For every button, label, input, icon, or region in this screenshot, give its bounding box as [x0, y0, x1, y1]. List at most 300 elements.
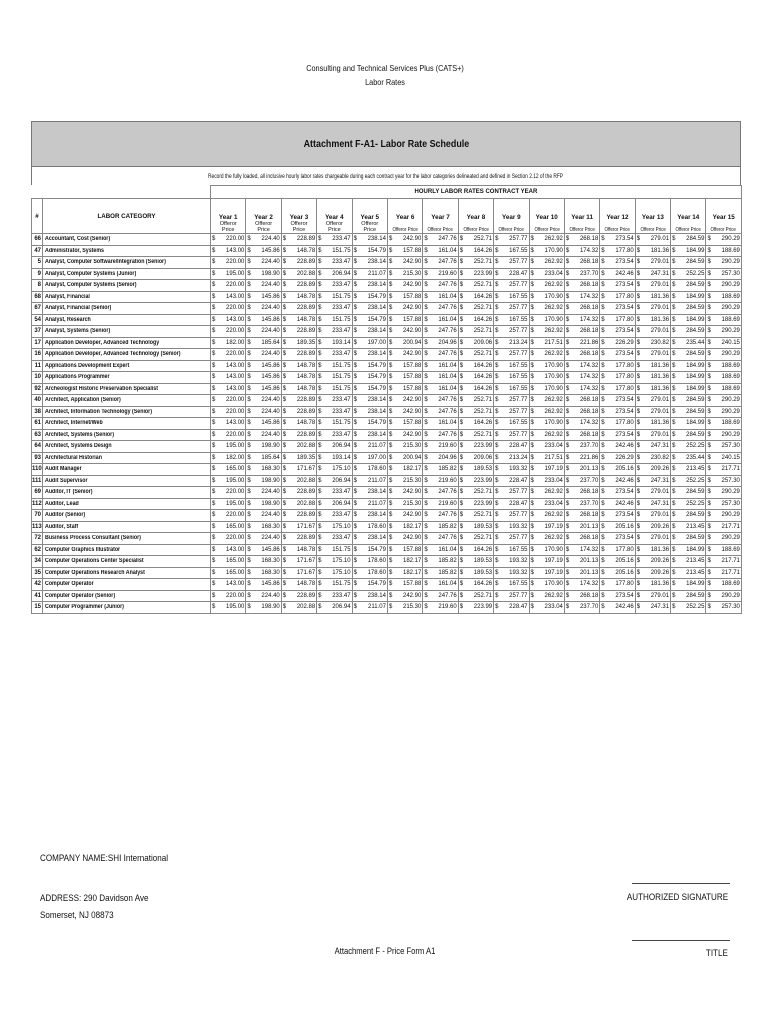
rate-value: 237.70 [579, 477, 599, 484]
rate-value: 224.40 [261, 351, 280, 357]
rate-cell [317, 280, 352, 292]
currency-symbol: $ [530, 420, 534, 426]
currency-symbol: $ [495, 581, 499, 587]
offeror-price-label: Offeror Price [640, 227, 666, 233]
rate-cell [352, 464, 387, 476]
rate-cell [600, 326, 635, 338]
currency-symbol: $ [353, 477, 357, 484]
rate-value: 237.70 [579, 270, 599, 277]
row-number: 5 [32, 257, 43, 269]
rate-cell [246, 418, 281, 430]
rate-cell [211, 349, 246, 361]
rate-value: 247.76 [438, 259, 457, 265]
rate-cell [423, 464, 458, 476]
rate-cell [564, 268, 599, 280]
rate-cell [352, 429, 387, 441]
currency-symbol: $ [707, 558, 711, 564]
rate-value: 151.75 [332, 581, 351, 587]
rate-value: 268.18 [579, 397, 599, 403]
rate-value: 290.29 [721, 592, 740, 599]
currency-symbol: $ [318, 604, 322, 610]
rate-cell [458, 441, 493, 453]
rate-cell [387, 602, 422, 614]
rate-value: 205.16 [615, 569, 634, 576]
rate-value: 224.40 [261, 282, 280, 288]
currency-symbol: $ [601, 569, 605, 576]
currency-symbol: $ [672, 328, 676, 334]
currency-symbol: $ [565, 569, 570, 576]
rate-value: 213.24 [509, 339, 528, 346]
rate-value: 195.00 [226, 500, 245, 507]
currency-symbol: $ [495, 489, 499, 495]
currency-symbol: $ [212, 592, 216, 599]
rate-cell [246, 314, 281, 326]
rate-value: 171.67 [296, 466, 316, 472]
currency-symbol: $ [636, 351, 641, 357]
currency-symbol: $ [459, 443, 464, 449]
row-number: 110 [32, 464, 43, 476]
rate-value: 164.26 [473, 316, 493, 323]
currency-symbol: $ [424, 247, 428, 254]
row-number: 9 [32, 268, 43, 280]
rate-cell [458, 602, 493, 614]
rate-cell [529, 234, 564, 246]
currency-symbol: $ [636, 270, 641, 277]
rate-cell [635, 326, 670, 338]
currency-symbol: $ [707, 385, 711, 392]
rate-value: 252.71 [473, 328, 493, 334]
rate-cell [211, 533, 246, 545]
rate-cell [281, 257, 316, 269]
rate-value: 247.76 [438, 282, 457, 288]
rate-cell [211, 452, 246, 464]
rate-value: 221.86 [579, 454, 599, 461]
currency-symbol: $ [459, 374, 464, 380]
rate-cell [458, 303, 493, 315]
rate-cell [564, 475, 599, 487]
rate-cell [564, 349, 599, 361]
rate-cell [706, 521, 741, 533]
rate-value: 215.30 [402, 477, 422, 484]
currency-symbol: $ [601, 408, 605, 415]
labor-category: Computer Operator (Senior) [45, 592, 116, 599]
rate-value: 257.77 [509, 259, 528, 265]
rate-cell [635, 257, 670, 269]
currency-symbol: $ [636, 328, 641, 334]
labor-category: Analyst, Computer Systems (Senior) [45, 282, 137, 288]
rate-value: 197.19 [544, 569, 563, 576]
rate-value: 151.75 [332, 247, 351, 254]
currency-symbol: $ [530, 339, 534, 346]
rate-value: 252.71 [473, 431, 493, 438]
rate-value: 257.30 [721, 270, 740, 277]
rate-cell [635, 360, 670, 372]
currency-symbol: $ [318, 259, 322, 265]
labor-category: Architect, Application (Senior) [45, 397, 121, 403]
rate-value: 228.89 [296, 259, 316, 265]
rate-cell [529, 245, 564, 257]
rate-cell [352, 268, 387, 280]
rate-cell [671, 418, 706, 430]
currency-symbol: $ [212, 328, 216, 334]
rate-value: 195.00 [226, 604, 245, 610]
rate-cell [635, 372, 670, 384]
rate-cell [600, 487, 635, 499]
rate-cell [246, 372, 281, 384]
rate-value: 290.29 [721, 282, 740, 288]
currency-symbol: $ [636, 236, 641, 242]
rate-value: 185.64 [261, 339, 280, 346]
currency-symbol: $ [672, 385, 676, 392]
rate-value: 247.76 [438, 305, 457, 311]
labor-category-cell [43, 234, 211, 246]
row-number: 64 [32, 441, 43, 453]
rate-cell [635, 349, 670, 361]
rate-cell [246, 452, 281, 464]
currency-symbol: $ [282, 477, 287, 484]
currency-symbol: $ [495, 270, 499, 277]
rate-value: 252.71 [473, 351, 493, 357]
currency-symbol: $ [707, 328, 711, 334]
currency-symbol: $ [388, 443, 393, 449]
rate-value: 242.90 [402, 259, 422, 265]
currency-symbol: $ [353, 236, 357, 242]
rate-cell [387, 360, 422, 372]
rate-cell [423, 418, 458, 430]
rate-cell [211, 521, 246, 533]
currency-symbol: $ [495, 328, 499, 334]
labor-category: Applications Development Expert [45, 362, 130, 369]
rate-value: 198.90 [261, 604, 280, 610]
rate-cell [706, 464, 741, 476]
currency-symbol: $ [353, 512, 357, 518]
rate-cell [671, 510, 706, 522]
currency-symbol: $ [601, 236, 605, 242]
rate-cell [423, 245, 458, 257]
offeror-price-label: Offeror Price [463, 227, 489, 233]
table-row [32, 234, 742, 246]
rate-value: 205.16 [615, 558, 634, 564]
rate-value: 154.79 [367, 293, 386, 300]
currency-symbol: $ [212, 362, 216, 369]
rate-cell [564, 372, 599, 384]
currency-symbol: $ [424, 454, 428, 461]
currency-symbol: $ [601, 512, 605, 518]
currency-symbol: $ [247, 385, 251, 392]
column-year-header [352, 199, 387, 234]
rate-value: 184.99 [686, 581, 705, 587]
currency-symbol: $ [636, 397, 641, 403]
table-row [32, 245, 742, 257]
rate-cell [387, 441, 422, 453]
rate-cell [246, 406, 281, 418]
currency-symbol: $ [353, 328, 357, 334]
row-number: 66 [32, 234, 43, 246]
year-label: Year 5 [360, 214, 380, 221]
rate-value: 242.90 [402, 512, 422, 518]
rate-value: 181.36 [650, 316, 670, 323]
rate-value: 164.26 [473, 374, 493, 380]
rate-cell [211, 372, 246, 384]
labor-category-cell [43, 360, 211, 372]
rate-cell [529, 510, 564, 522]
currency-symbol: $ [707, 408, 711, 415]
currency-symbol: $ [707, 339, 711, 346]
currency-symbol: $ [318, 305, 322, 311]
rate-value: 223.99 [473, 604, 493, 610]
currency-symbol: $ [388, 397, 393, 403]
rate-cell [494, 360, 529, 372]
rate-value: 233.47 [332, 305, 351, 311]
rate-cell [387, 567, 422, 579]
rate-value: 252.71 [473, 397, 493, 403]
rate-cell [458, 360, 493, 372]
rate-value: 284.59 [686, 431, 705, 438]
company-address-line2: Somerset, NJ 08873 [40, 910, 114, 921]
currency-symbol: $ [353, 408, 357, 415]
currency-symbol: $ [318, 489, 322, 495]
currency-symbol: $ [707, 374, 711, 380]
rate-cell [352, 590, 387, 602]
currency-symbol: $ [424, 316, 428, 323]
rate-cell [387, 579, 422, 591]
rate-value: 213.24 [509, 454, 528, 461]
currency-symbol: $ [530, 259, 534, 265]
currency-symbol: $ [707, 397, 711, 403]
currency-symbol: $ [353, 431, 357, 438]
rate-cell [600, 418, 635, 430]
currency-symbol: $ [459, 569, 464, 576]
rate-value: 215.30 [402, 500, 422, 507]
currency-symbol: $ [247, 454, 251, 461]
rate-value: 164.26 [473, 362, 493, 369]
rate-value: 182.17 [402, 558, 422, 564]
rate-cell [281, 418, 316, 430]
rate-value: 233.47 [332, 408, 351, 415]
rate-value: 273.54 [615, 431, 634, 438]
rate-cell [352, 406, 387, 418]
currency-symbol: $ [424, 592, 428, 599]
rate-cell [529, 567, 564, 579]
rate-value: 182.00 [226, 339, 245, 346]
rate-cell [671, 590, 706, 602]
currency-symbol: $ [318, 535, 322, 541]
currency-symbol: $ [636, 443, 641, 449]
labor-category-cell [43, 257, 211, 269]
rate-cell [387, 533, 422, 545]
currency-symbol: $ [212, 270, 216, 277]
currency-symbol: $ [424, 477, 428, 484]
rate-cell [635, 314, 670, 326]
rate-cell [635, 602, 670, 614]
currency-symbol: $ [672, 535, 676, 541]
rate-cell [423, 544, 458, 556]
currency-symbol: $ [459, 466, 464, 472]
rate-value: 200.94 [402, 339, 422, 346]
currency-symbol: $ [318, 236, 322, 242]
rate-value: 174.32 [579, 420, 599, 426]
currency-symbol: $ [495, 431, 499, 438]
rate-cell [600, 303, 635, 315]
header-blank [32, 186, 211, 199]
rate-cell [211, 395, 246, 407]
rate-value: 279.01 [650, 236, 670, 242]
rate-value: 220.00 [226, 489, 245, 495]
row-number: 62 [32, 544, 43, 556]
rate-cell [671, 464, 706, 476]
currency-symbol: $ [565, 489, 570, 495]
currency-symbol: $ [247, 604, 251, 610]
rate-cell [635, 429, 670, 441]
currency-symbol: $ [565, 523, 570, 530]
rate-value: 161.04 [438, 362, 457, 369]
rate-cell [211, 245, 246, 257]
currency-symbol: $ [247, 500, 251, 507]
rate-value: 209.26 [650, 569, 670, 576]
rate-value: 224.40 [261, 397, 280, 403]
rate-cell [494, 303, 529, 315]
rate-value: 165.00 [226, 558, 245, 564]
year-label: Year 10 [535, 214, 558, 221]
rate-cell [387, 372, 422, 384]
rate-cell [458, 326, 493, 338]
rate-cell [671, 360, 706, 372]
rate-value: 262.92 [544, 512, 563, 518]
rate-cell [494, 349, 529, 361]
currency-symbol: $ [282, 374, 287, 380]
rate-value: 164.26 [473, 385, 493, 392]
currency-symbol: $ [495, 512, 499, 518]
currency-symbol: $ [424, 282, 428, 288]
currency-symbol: $ [530, 569, 534, 576]
rate-value: 143.00 [226, 247, 245, 254]
currency-symbol: $ [530, 535, 534, 541]
rate-cell [317, 429, 352, 441]
rate-value: 247.76 [438, 236, 457, 242]
rate-value: 242.46 [615, 604, 634, 610]
currency-symbol: $ [247, 431, 251, 438]
rate-cell [600, 429, 635, 441]
rate-cell [281, 556, 316, 568]
currency-symbol: $ [672, 408, 676, 415]
currency-symbol: $ [282, 546, 287, 553]
rate-value: 175.10 [332, 466, 351, 472]
rate-value: 177.80 [615, 374, 634, 380]
rate-value: 168.30 [261, 569, 280, 576]
currency-symbol: $ [565, 558, 570, 564]
rate-value: 247.76 [438, 351, 457, 357]
currency-symbol: $ [495, 282, 499, 288]
rate-cell [494, 487, 529, 499]
labor-category-cell [43, 487, 211, 499]
currency-symbol: $ [459, 385, 464, 392]
year-label: Year 9 [502, 214, 521, 221]
rate-value: 284.59 [686, 259, 705, 265]
currency-symbol: $ [247, 592, 251, 599]
currency-symbol: $ [636, 489, 641, 495]
rate-value: 219.60 [438, 604, 457, 610]
rate-cell [281, 567, 316, 579]
currency-symbol: $ [459, 247, 464, 254]
labor-category-cell [43, 452, 211, 464]
currency-symbol: $ [247, 489, 251, 495]
rate-cell [423, 429, 458, 441]
currency-symbol: $ [707, 477, 711, 484]
rate-value: 148.78 [296, 316, 316, 323]
currency-symbol: $ [707, 236, 711, 242]
rate-cell [423, 395, 458, 407]
rate-cell [529, 452, 564, 464]
rate-cell [387, 406, 422, 418]
row-number: 40 [32, 395, 43, 407]
currency-symbol: $ [282, 512, 287, 518]
currency-symbol: $ [672, 443, 676, 449]
currency-symbol: $ [636, 512, 641, 518]
rate-cell [387, 337, 422, 349]
labor-category-cell [43, 349, 211, 361]
currency-symbol: $ [212, 259, 216, 265]
currency-symbol: $ [212, 247, 216, 254]
rate-value: 252.71 [473, 592, 493, 599]
rate-value: 228.47 [509, 443, 528, 449]
rate-cell [706, 406, 741, 418]
currency-symbol: $ [707, 270, 711, 277]
rate-cell [671, 314, 706, 326]
row-number: 34 [32, 556, 43, 568]
currency-symbol: $ [672, 523, 676, 530]
currency-symbol: $ [565, 282, 570, 288]
offeror-label: Offeror [290, 221, 308, 227]
labor-category-cell [43, 441, 211, 453]
row-number: 47 [32, 245, 43, 257]
rate-cell [317, 257, 352, 269]
rate-cell [529, 602, 564, 614]
labor-category: Administrator, Systems [45, 247, 104, 254]
rate-cell [246, 464, 281, 476]
rate-value: 170.90 [544, 362, 563, 369]
currency-symbol: $ [601, 443, 605, 449]
rate-cell [494, 314, 529, 326]
currency-symbol: $ [247, 316, 251, 323]
currency-symbol: $ [388, 351, 393, 357]
currency-symbol: $ [565, 592, 570, 599]
currency-symbol: $ [459, 293, 464, 300]
currency-symbol: $ [282, 236, 287, 242]
rate-value: 185.82 [438, 569, 457, 576]
rate-cell [529, 579, 564, 591]
rate-value: 204.96 [438, 454, 457, 461]
currency-symbol: $ [353, 420, 357, 426]
currency-symbol: $ [459, 282, 464, 288]
currency-symbol: $ [601, 581, 605, 587]
currency-symbol: $ [636, 592, 641, 599]
rate-value: 284.59 [686, 397, 705, 403]
currency-symbol: $ [459, 339, 464, 346]
rate-cell [281, 360, 316, 372]
currency-symbol: $ [353, 316, 357, 323]
rate-cell [600, 291, 635, 303]
rate-cell [600, 234, 635, 246]
currency-symbol: $ [318, 523, 322, 530]
currency-symbol: $ [282, 466, 287, 472]
rate-value: 257.77 [509, 489, 528, 495]
currency-symbol: $ [282, 443, 287, 449]
rate-value: 170.90 [544, 581, 563, 587]
currency-symbol: $ [601, 558, 605, 564]
rate-value: 217.71 [721, 558, 740, 564]
rate-value: 228.89 [296, 397, 316, 403]
rate-value: 170.90 [544, 247, 563, 254]
